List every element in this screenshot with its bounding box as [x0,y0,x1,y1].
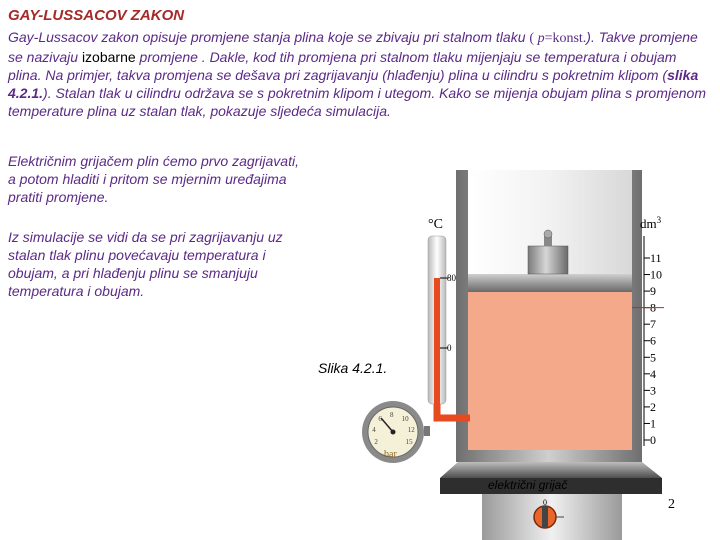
figure-reference: slika 4.2.1. [8,67,699,101]
intro-part4: promjene . Dakle, kod tih promjena pri stalnom tlaku mijenjaju se temperatura i obujam plina. Na primjer, takva promjena se dešava pri zagrijavanju (hlađenju) plina u cilindru s pokretnim klipom ( [8,49,677,83]
pressure-constant: =konst. [544,31,587,46]
page-number: 2 [668,497,675,512]
pressure-gauge-hub [391,430,396,435]
heater-knob-grip [542,506,548,528]
cylinder-base [440,462,662,478]
gauge-label: 6 [378,415,382,424]
volume-tick-label: 10 [650,267,662,282]
volume-unit-exponent: 3 [656,215,662,225]
intro-part3: ). Takve promjene se nazivaju [8,29,698,65]
intro-paren: ( [529,31,538,46]
thermometer-unit: °C [428,217,443,232]
volume-tick-label: 1 [650,416,656,431]
volume-unit [640,215,662,231]
gauge-label: 15 [405,438,413,446]
gas-volume [468,292,632,450]
heater-knob-mark: 0 [543,498,547,507]
figure-caption: Slika 4.2.1. [318,360,388,376]
gauge-label: 12 [407,425,415,434]
piston [468,274,632,292]
volume-tick-label: 6 [650,333,656,348]
heating-description: Električnim grijačem plin ćemo prvo zagrijavati, a potom hladiti i pritom se mjernim uređajima pratiti promjene. [8,153,299,205]
thermometer-mercury [434,278,440,410]
volume-scale-ticks [644,251,662,447]
volume-tick-label: 4 [650,366,656,381]
intro-part5: ). Stalan tlak u cilindru održava se s pokretnim klipom i utegom. Kako se mijenja obujam plina s promjenom temperature plina uz stalan tlak, pokazuje sljedeća simulacija. [8,85,707,119]
volume-tick-label: 0 [650,433,656,447]
conclusion-paragraph: Iz simulacije se vidi da se pri zagrijavanju uz stalan tlak plinu povećavaju temperatura i obujam, a pri hlađenju plinu se smanjuju temperatura i obujam. [8,229,283,299]
volume-unit-base: dm [640,216,657,231]
term-isobaric: izobarne [81,49,136,65]
weight [528,246,568,274]
gauge-label: 10 [401,415,409,424]
pressure-variable: p [537,31,545,46]
volume-tick-label: 5 [650,350,656,365]
volume-tick-label: 2 [650,399,656,414]
heater-label: električni grijač [488,478,568,492]
gauge-label: 2 [374,438,378,446]
intro-part1: Gay-Lussacov zakon opisuje promjene stanja plina koje se zbivaju pri stalnom tlaku [8,29,526,45]
gauge-connector [424,426,430,436]
volume-tick-label: 9 [650,284,656,299]
volume-tick-label: 7 [650,317,656,332]
thermometer-label-high: 80 [447,273,456,283]
weight-knob [544,230,552,238]
gauge-label: 4 [372,425,376,434]
page-title: GAY-LUSSACOV ZAKON [8,7,185,24]
volume-tick-label: 8 [650,300,656,315]
volume-tick-label: 3 [650,383,656,398]
volume-tick-label: 11 [650,251,662,265]
thermometer-label-zero: 0 [447,343,452,353]
gauge-unit: bar [384,449,397,460]
gauge-label: 8 [390,411,394,419]
